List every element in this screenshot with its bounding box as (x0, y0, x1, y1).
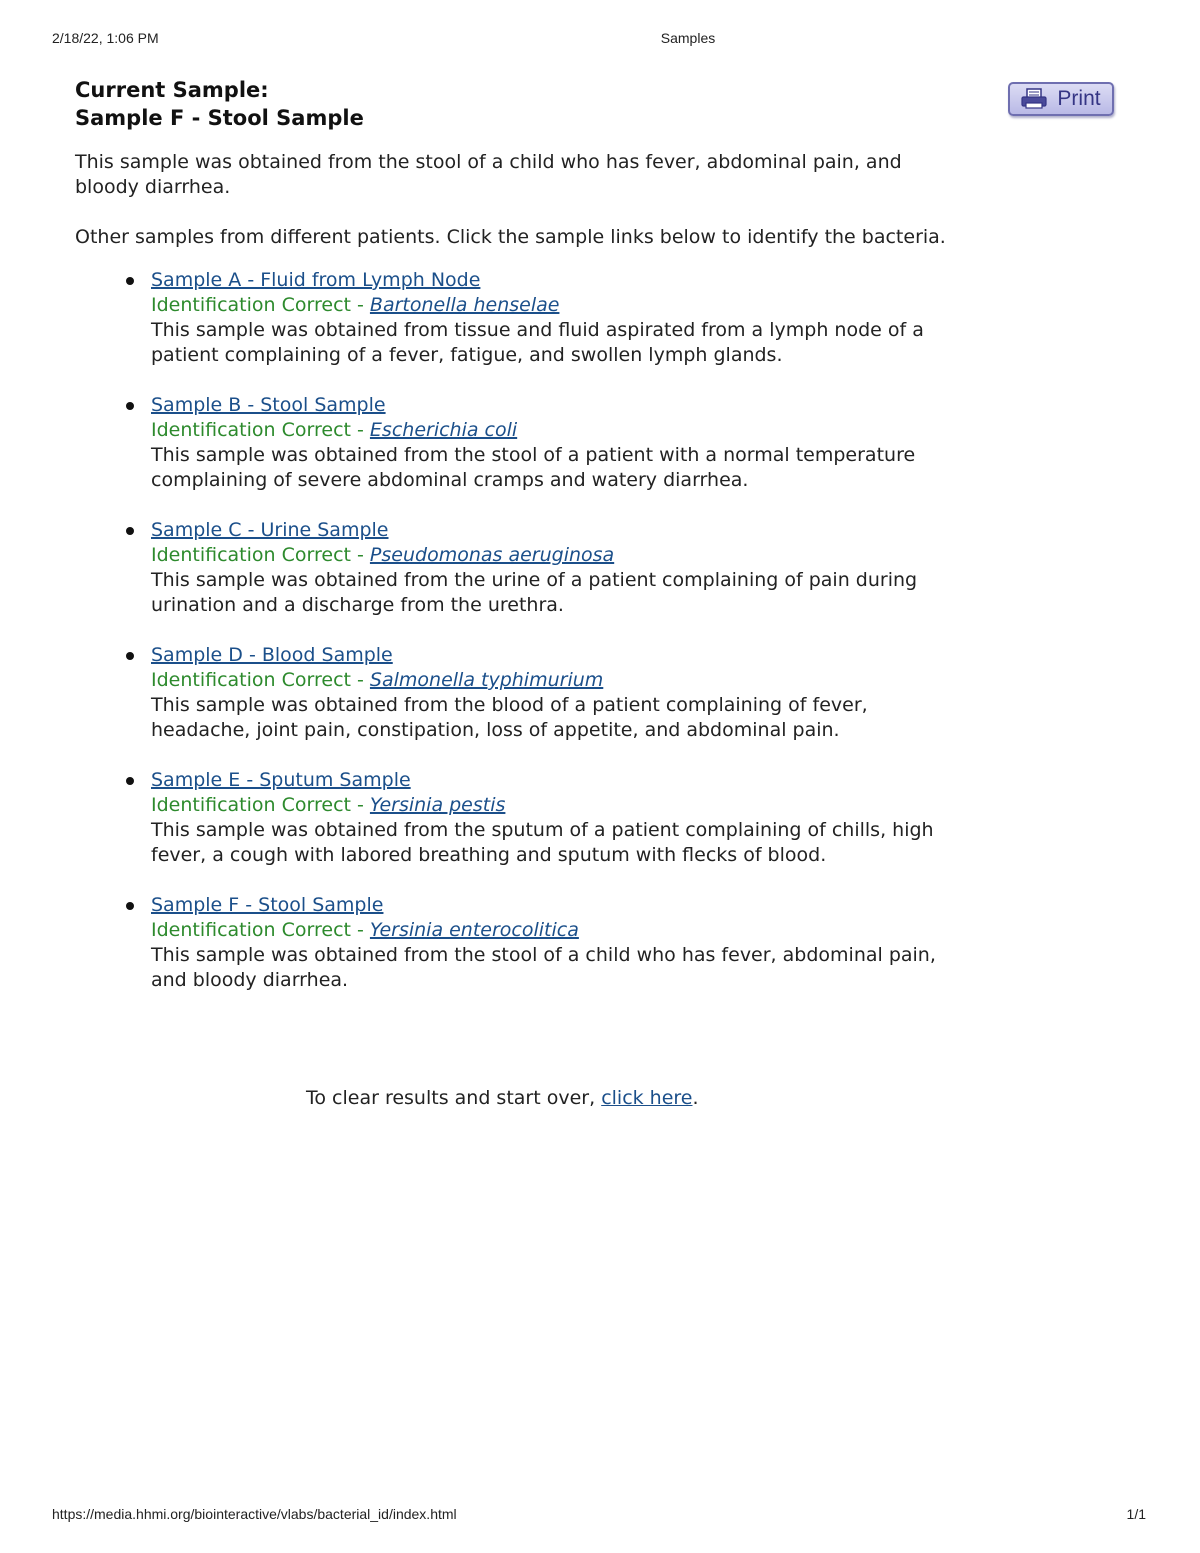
status-text: Identification Correct (151, 794, 351, 816)
list-item (75, 643, 955, 743)
organism-link[interactable]: Escherichia coli (369, 419, 518, 441)
print-date: 2/18/22, 1:06 PM (52, 30, 159, 46)
sample-link-c[interactable]: Sample C - Urine Sample (151, 519, 389, 541)
list-item (75, 393, 955, 493)
sample-link-f[interactable]: Sample F - Stool Sample (151, 894, 384, 916)
status-text: Identification Correct (151, 669, 351, 691)
sample-description: This sample was obtained from the blood of a patient complaining of fever, headache, joint pain, constipation, loss of appetite, and abdominal pain. (151, 694, 868, 741)
status-line (151, 418, 955, 443)
list-item (75, 268, 955, 368)
separator: - (357, 544, 364, 566)
sample-description: This sample was obtained from the stool of a patient with a normal temperature complaining of severe abdominal cramps and watery diarrhea. (151, 444, 916, 491)
clear-results-text: To clear results and start over, (306, 1087, 596, 1109)
separator: - (357, 294, 364, 316)
status-text: Identification Correct (151, 544, 351, 566)
bullet-icon (126, 402, 134, 410)
organism-link[interactable]: Salmonella typhimurium (369, 669, 604, 691)
status-line (151, 293, 955, 318)
status-line (151, 668, 955, 693)
sample-link-a[interactable]: Sample A - Fluid from Lymph Node (151, 269, 481, 291)
sample-description: This sample was obtained from the stool of a child who has fever, abdominal pain, and bloody diarrhea. (151, 944, 936, 991)
status-line (151, 543, 955, 568)
print-doc-title: Samples (660, 30, 716, 46)
print-url: https://media.hhmi.org/biointeractive/vlabs/bacterial_id/index.html (52, 1506, 457, 1522)
organism-link[interactable]: Yersinia enterocolitica (369, 919, 579, 941)
bullet-icon (126, 527, 134, 535)
printer-icon (1021, 88, 1047, 110)
clear-results-link[interactable]: click here (601, 1087, 693, 1109)
separator: - (357, 669, 364, 691)
sample-description: This sample was obtained from tissue and fluid aspirated from a lymph node of a patient complaining of a fever, fatigue, and swollen lymph glands. (151, 319, 924, 366)
sample-list (75, 268, 955, 993)
print-button-label: Print (1057, 87, 1101, 110)
organism-link[interactable]: Bartonella henselae (369, 294, 560, 316)
current-sample-heading: Current Sample: (75, 78, 269, 102)
page-title (75, 76, 955, 132)
print-button[interactable] (1008, 82, 1114, 116)
current-sample-description: This sample was obtained from the stool of a child who has fever, abdominal pain, and bloody diarrhea. (75, 151, 902, 198)
sample-link-d[interactable]: Sample D - Blood Sample (151, 644, 393, 666)
status-text: Identification Correct (151, 419, 351, 441)
list-item (75, 518, 955, 618)
sample-link-e[interactable]: Sample E - Sputum Sample (151, 769, 411, 791)
clear-results-suffix: . (692, 1087, 699, 1109)
separator: - (357, 794, 364, 816)
status-line (151, 918, 955, 943)
list-item (75, 893, 955, 993)
separator: - (357, 919, 364, 941)
status-text: Identification Correct (151, 919, 351, 941)
sample-link-b[interactable]: Sample B - Stool Sample (151, 394, 386, 416)
bullet-icon (126, 652, 134, 660)
clear-results-line (306, 1086, 699, 1111)
bullet-icon (126, 777, 134, 785)
list-item (75, 768, 955, 868)
sample-description: This sample was obtained from the sputum of a patient complaining of chills, high fever, a cough with labored breathing and sputum with flecks of blood. (151, 819, 934, 866)
print-page-count: 1/1 (1126, 1506, 1146, 1522)
intro-text: Other samples from different patients. Click the sample links below to identify the bacteria. (75, 226, 946, 248)
status-line (151, 793, 955, 818)
status-text: Identification Correct (151, 294, 351, 316)
current-sample-name: Sample F - Stool Sample (75, 106, 364, 130)
bullet-icon (126, 277, 134, 285)
sample-description: This sample was obtained from the urine of a patient complaining of pain during urination and a discharge from the urethra. (151, 569, 918, 616)
main-content (75, 76, 955, 1018)
organism-link[interactable]: Pseudomonas aeruginosa (369, 544, 615, 566)
organism-link[interactable]: Yersinia pestis (369, 794, 506, 816)
bullet-icon (126, 902, 134, 910)
separator: - (357, 419, 364, 441)
